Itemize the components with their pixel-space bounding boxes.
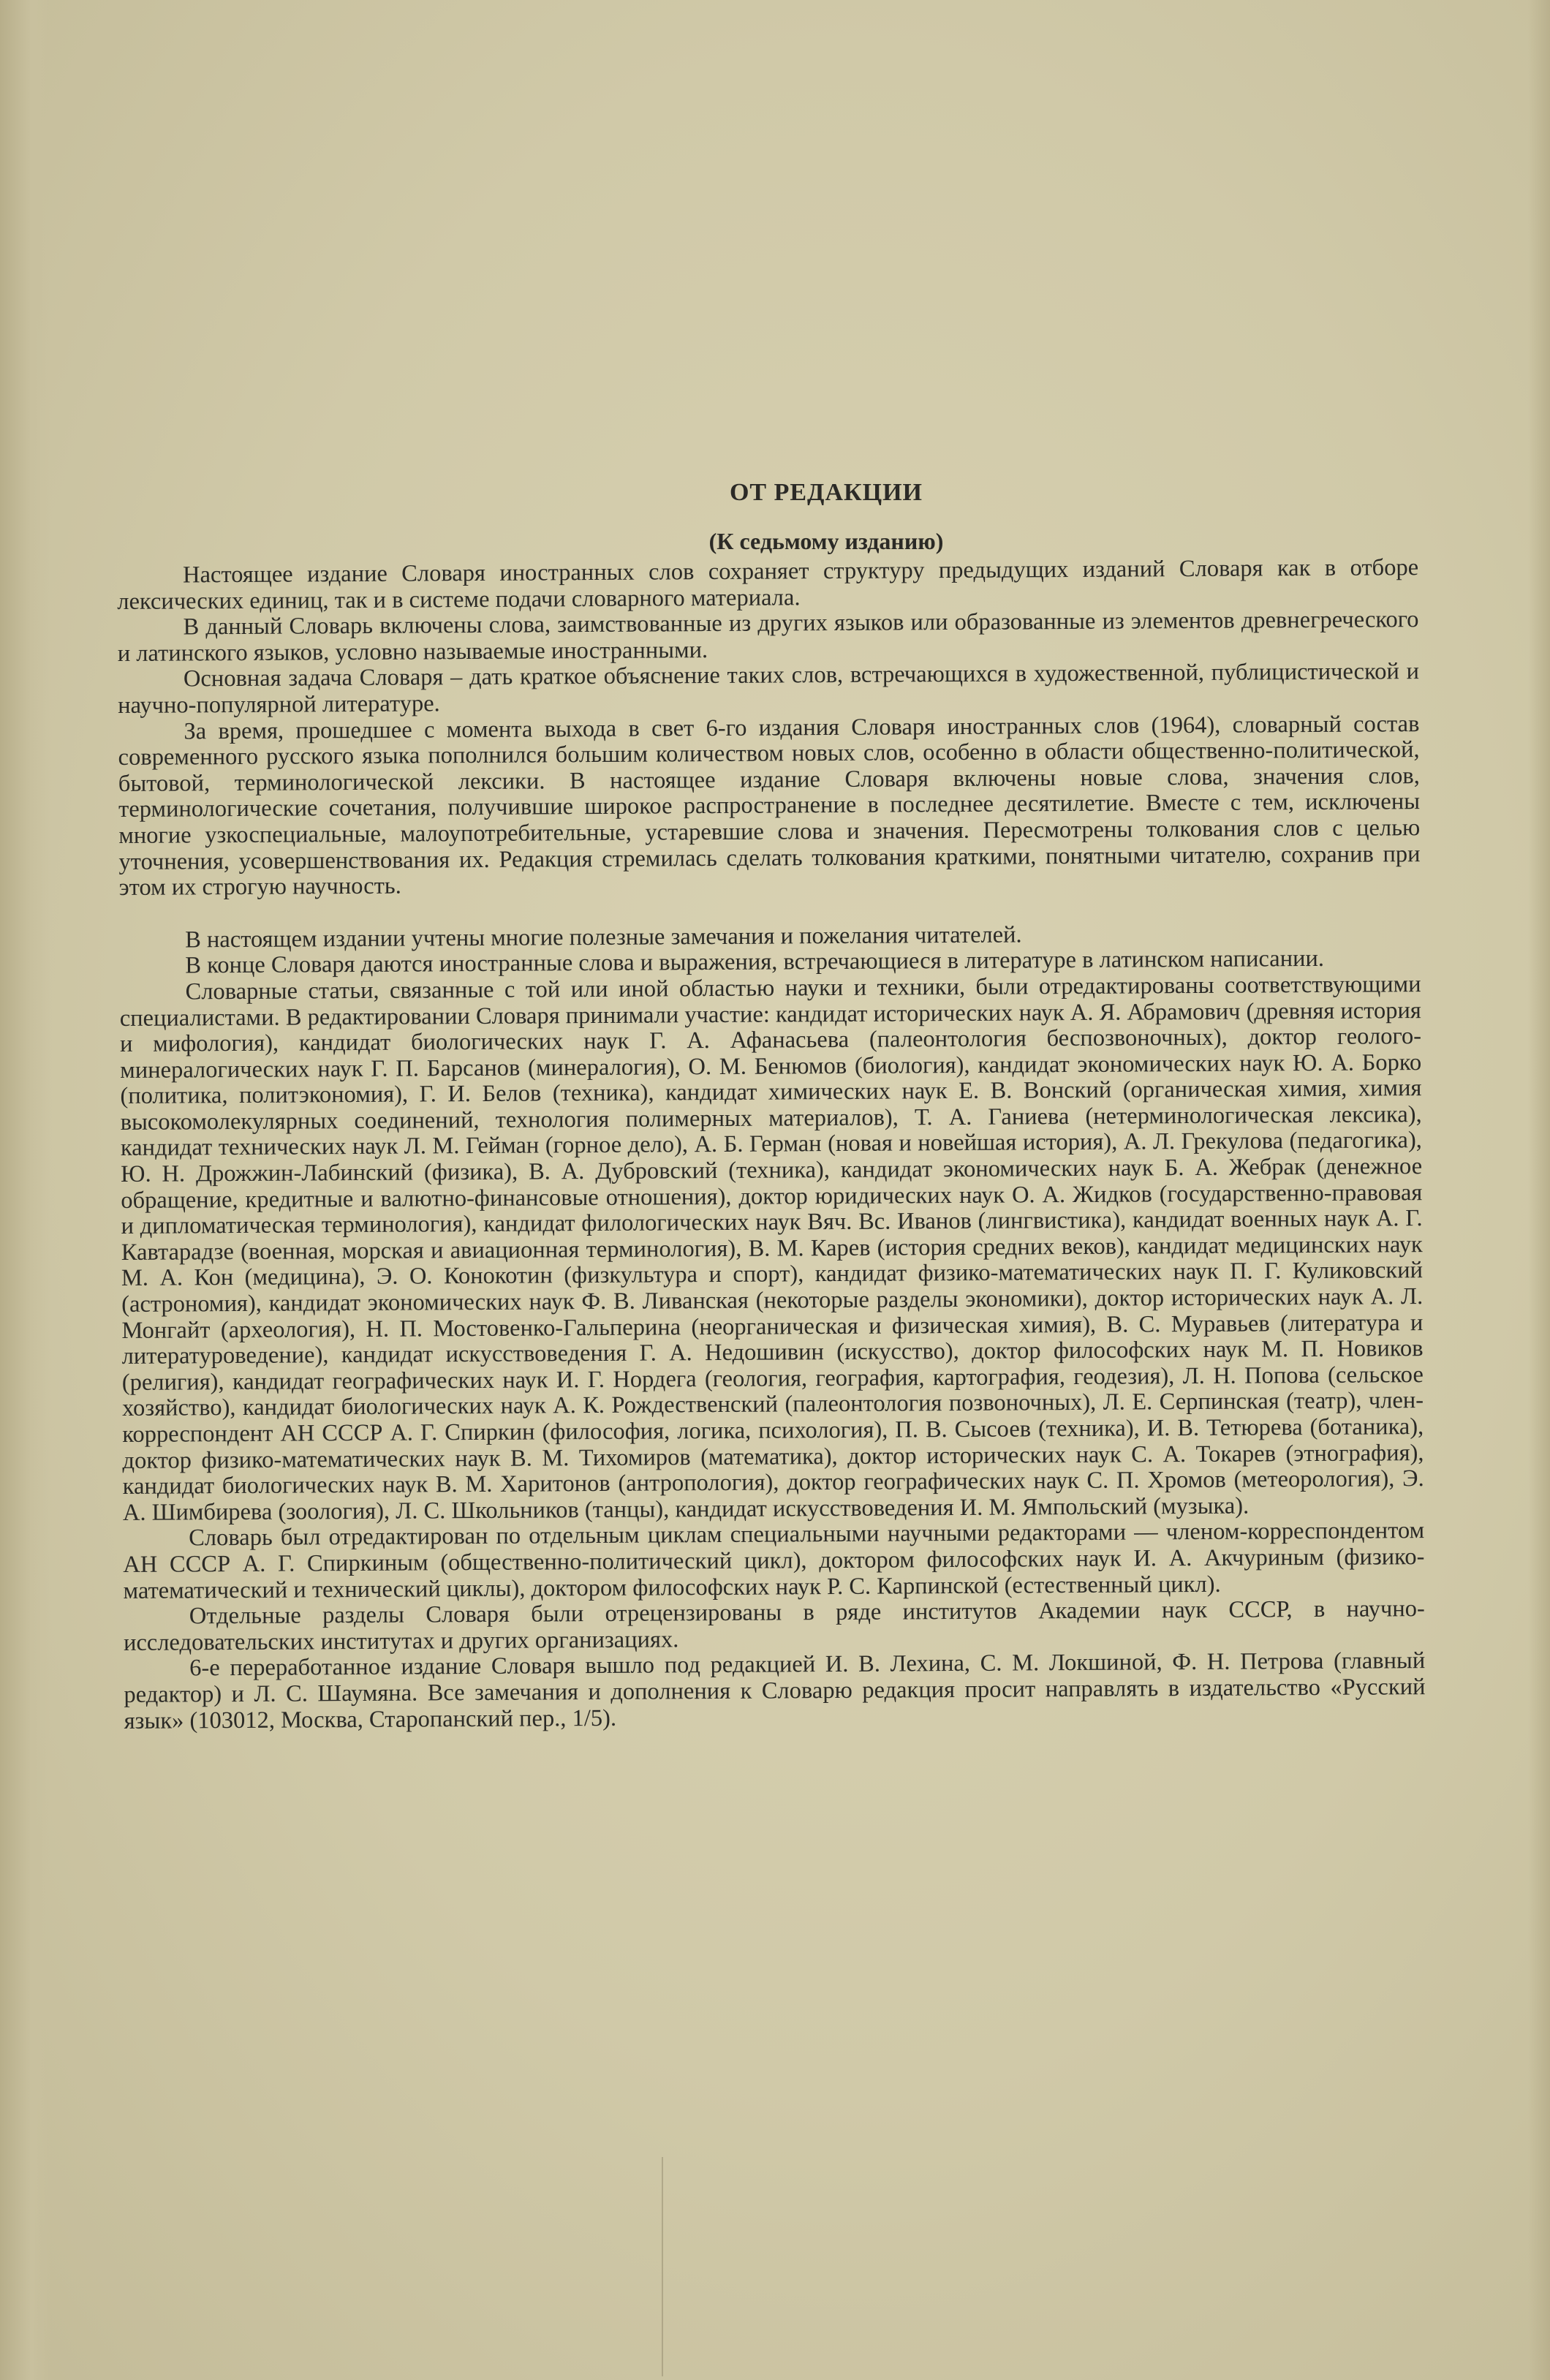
- page-edge-shadow: [0, 0, 51, 2380]
- paragraph: 6-е переработанное издание Словаря вышло под редакцией И. В. Лехина, С. М. Локшиной, Ф. Н. Петрова (главный редактор) и Л. С. Шаумяна. Все замечания и дополнения к Словарю редакция просит направлять в издательство «Русский язык» (103012, Москва, Старопанский пер., 1/5).: [124, 1647, 1426, 1734]
- paragraph: Словарные статьи, связанные с той или иной областью науки и техники, были отредактированы соответствующими специалистами. В редактировании Словаря принимали участие: кандидат исторических наук А. Я. Абрамович (древняя история и мифология), кандидат биологических наук Г. А. Афанасьева (палеонтология беспозвоночных), доктор геолого-минералогических наук Г. П. Барсанов (минералогия), О. М. Бенюмов (биология), кандидат экономических наук Ю. А. Борко (политика, политэкономия), Г. И. Белов (техника), кандидат химических наук Е. В. Вонский (органическая химия, химия высокомолекулярных соединений, технология полимерных материалов), Т. А. Ганиева (нетерминологическая лексика), кандидат технических наук Л. М. Гейман (горное дело), А. Б. Герман (новая и новейшая история), А. Л. Грекулова (педагогика), Ю. Н. Дрожжин-Лабинский (физика), В. А. Дубровский (техника), кандидат экономических наук Б. А. Жебрак (денежное обращение, кредитные и валютно-финансовые отношения), доктор юридических наук О. А. Жидков (государственно-правовая и дипломатическая терминология), кандидат филологических наук Вяч. Вс. Иванов (лингвистика), кандидат военных наук А. Г. Кавтарадзе (военная, морская и авиационная терминология), В. М. Карев (история средних веков), кандидат медицинских наук М. А. Кон (медицина), Э. О. Конокотин (физкультура и спорт), кандидат физико-математических наук П. Г. Куликовский (астрономия), кандидат экономических наук Ф. В. Ливанская (некоторые разделы экономики), доктор исторических наук А. Л. Монгайт (археология), Н. П. Мостовенко-Гальперина (неорганическая и физическая химия), В. С. Муравьев (литература и литературоведение), кандидат искусствоведения Г. А. Недошивин (искусство), доктор философских наук М. П. Новиков (религия), кандидат географических наук И. Г. Нордега (геология, география, картография, геодезия), Л. Н. Попова (сельское хозяйство), кандидат биологических наук А. К. Рождественский (палеонтология позвоночных), Л. Е. Серпинская (театр), член-корреспондент АН СССР А. Г. Спиркин (философия, логика, психология), П. В. Сысоев (техника), И. В. Тетюрева (ботаника), доктор физико-математических наук В. М. Тихомиров (математика), доктор исторических наук С. А. Токарев (этнография), кандидат биологических наук В. М. Харитонов (антропология), доктор географических наук С. П. Хромов (метеорология), Э. А. Шимбирева (зоология), Л. С. Школьников (танцы), кандидат искусствоведения И. М. Ямпольский (музыка).: [119, 971, 1424, 1526]
- page-title: ОТ РЕДАКЦИИ: [729, 479, 923, 506]
- paragraph: Настоящее издание Словаря иностранных слов сохраняет структуру предыдущих изданий Словаря как в отборе лексических единиц, так и в системе подачи словарного материала.: [117, 554, 1419, 615]
- paragraph: Основная задача Словаря – дать краткое объяснение таких слов, встречающихся в художественной, публицистической и научно-популярной литературе.: [118, 658, 1420, 719]
- body-text: [117, 555, 1426, 1734]
- paragraph: Словарь был отредактирован по отдельным циклам специальными научными редакторами — членом-корреспондентом АН СССР А. Г. Спиркиным (общественно-политический цикл), доктором философских наук И. А. Акчуриным (физико-математический и технический циклы), доктором философских наук Р. С. Карпинской (естественный цикл).: [123, 1517, 1425, 1604]
- paper-crease: [662, 2157, 663, 2376]
- paragraph: За время, прошедшее с момента выхода в свет 6-го издания Словаря иностранных слов (1964), словарный состав современного русского языка пополнился большим количеством новых слов, особенно в области общественно-политической, бытовой, терминологической лексики. В настоящее издание Словаря включены новые слова, значения слов, терминологические сочетания, получившие широкое распространение в последнее десятилетие. Вместе с тем, исключены многие узкоспециальные, малоупотребительные, устаревшие слова и значения. Пересмотрены толкования слов с целью уточнения, усовершенствования их. Редакция стремилась сделать толкования краткими, понятными читателю, сохранив при этом их строгую научность.: [118, 710, 1421, 902]
- page-subtitle: (К седьмому изданию): [708, 528, 944, 554]
- paragraph: В конце Словаря даются иностранные слова и выражения, встречающиеся в литературе в латинском написании.: [185, 945, 1325, 979]
- paragraph: В данный Словарь включены слова, заимствованные из других языков или образованные из элементов древнегреческого и латинского языков, условно называемые иностранными.: [117, 606, 1419, 667]
- page-edge-shadow-right: [1528, 0, 1550, 2380]
- paragraph: Отдельные разделы Словаря были отрецензированы в ряде институтов Академии наук СССР, в научно-исследовательских институтах и других организациях.: [123, 1595, 1425, 1656]
- paragraph: В настоящем издании учтены многие полезные замечания и пожелания читателей.: [185, 921, 1022, 953]
